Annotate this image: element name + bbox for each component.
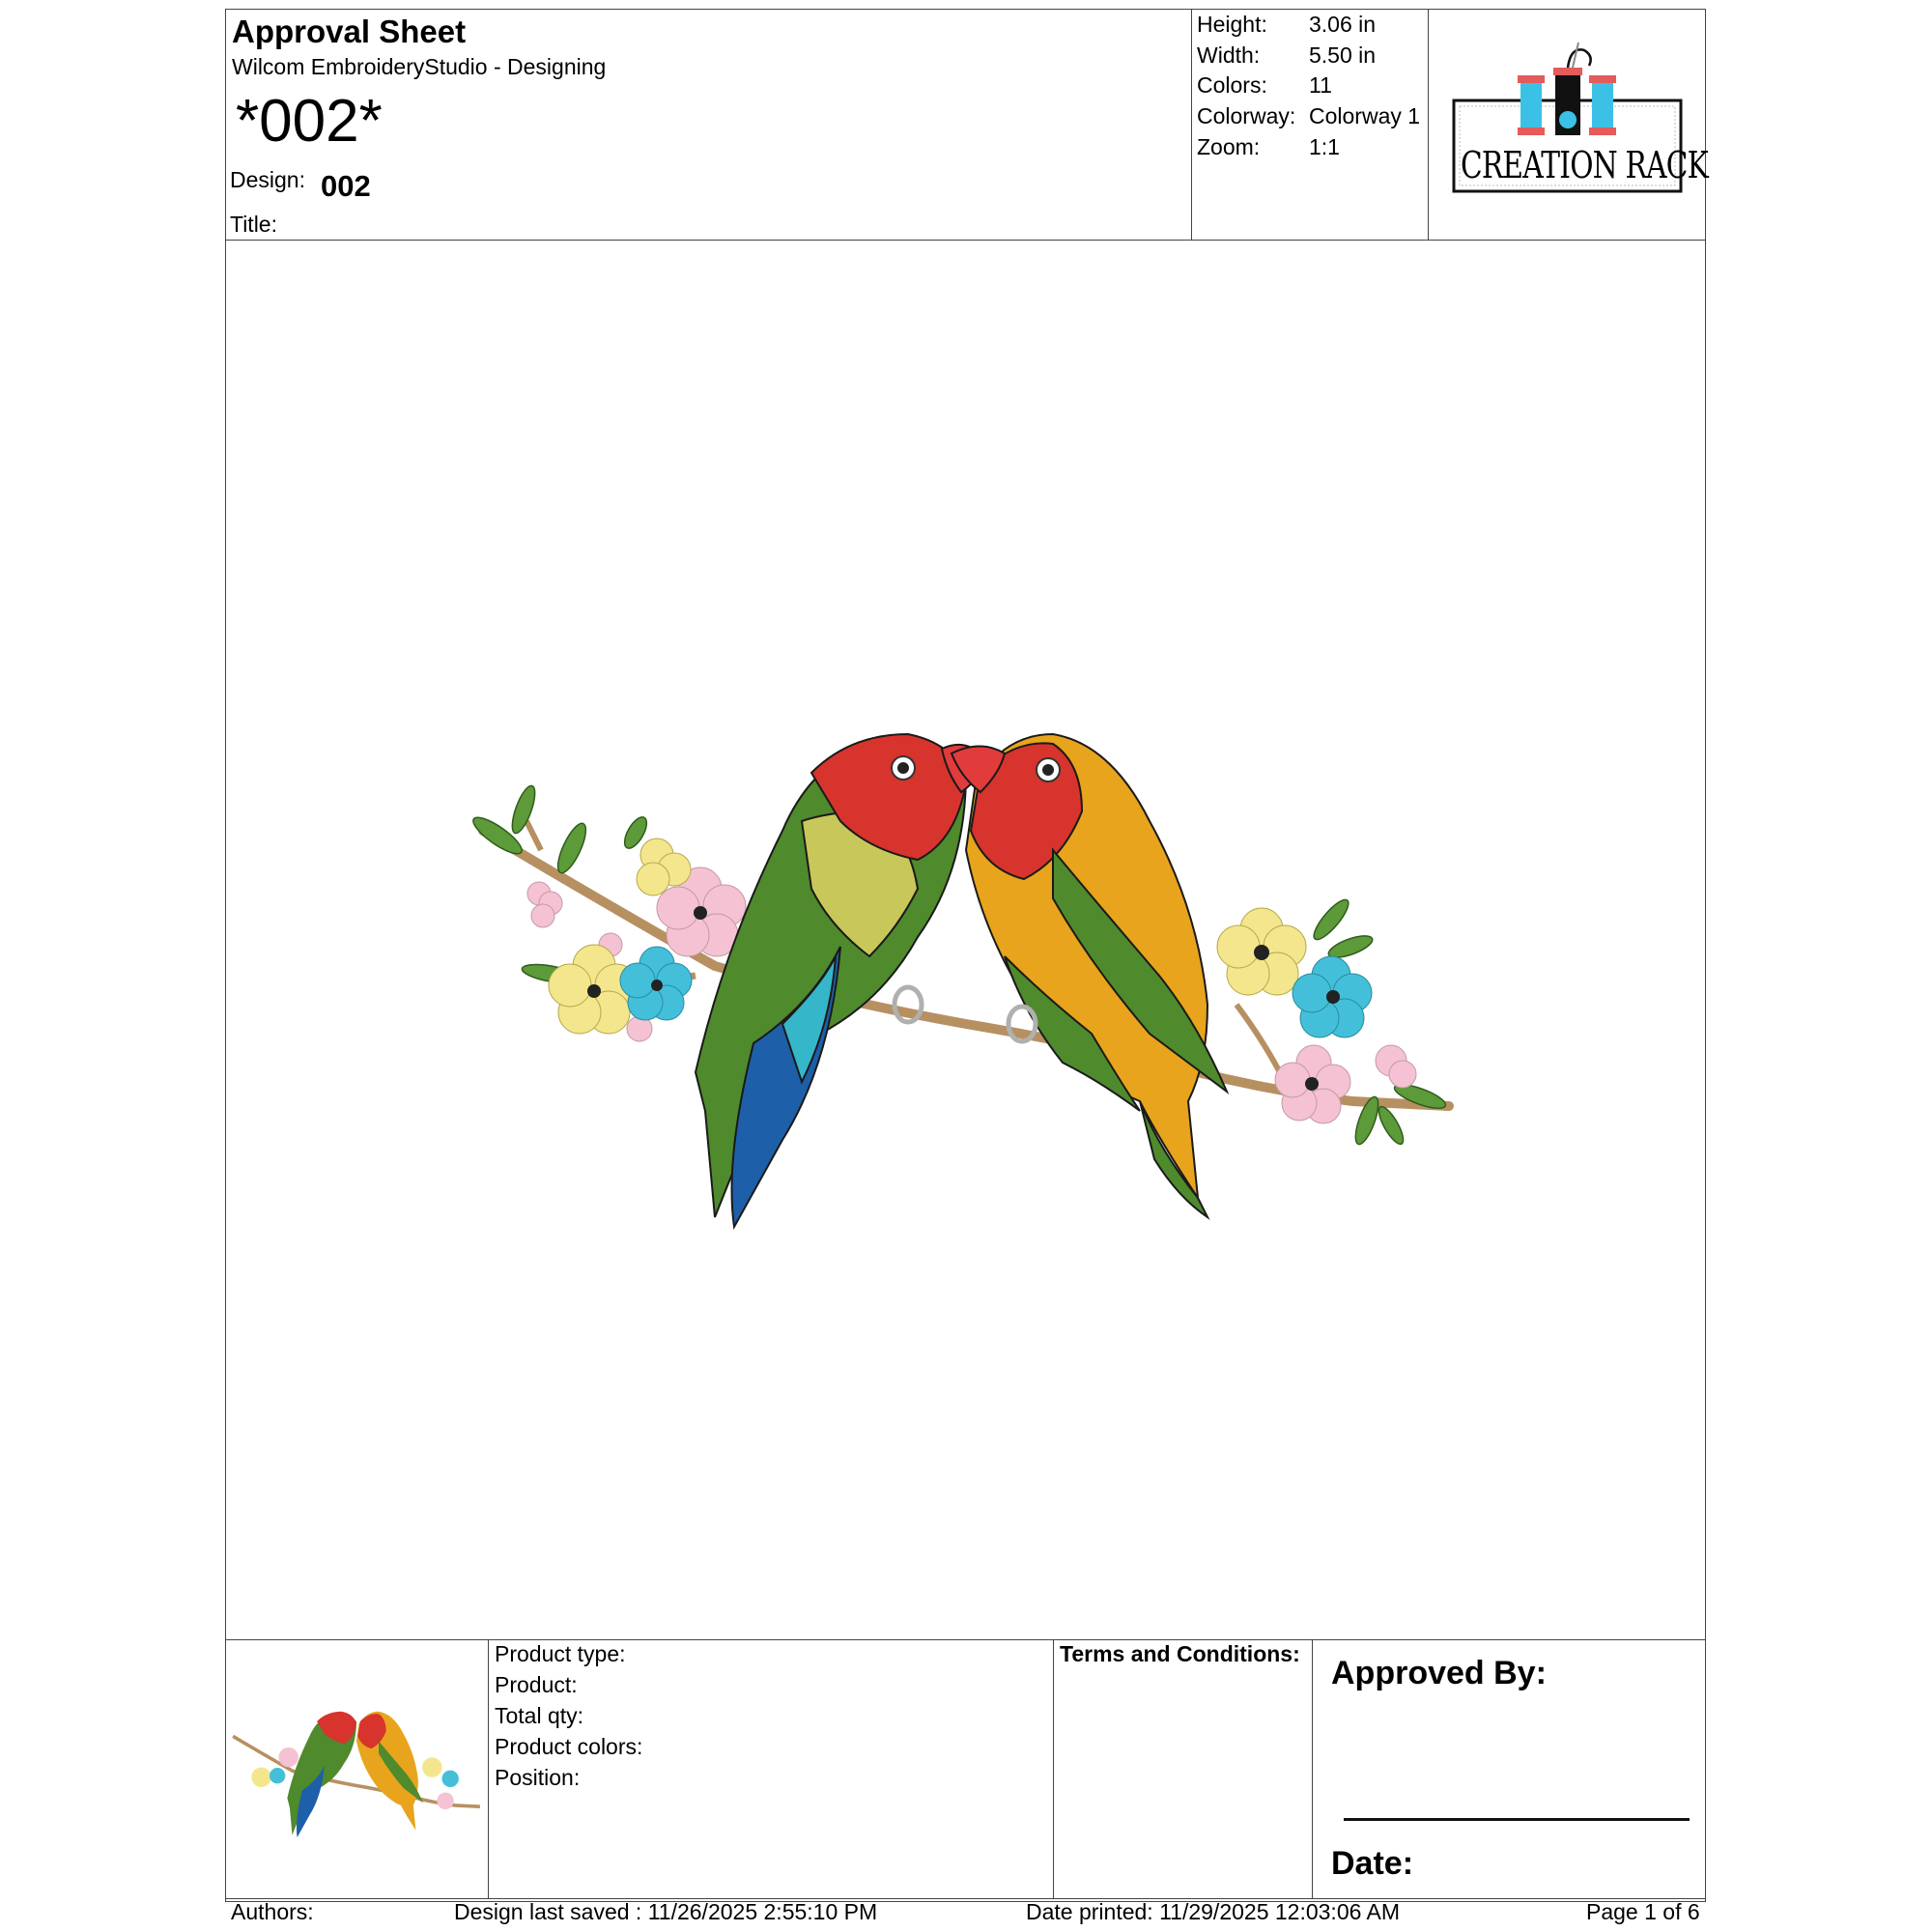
design-thumbnail — [228, 1689, 485, 1843]
zoom-label: Zoom: — [1197, 134, 1261, 159]
footer-divider-terms — [1312, 1639, 1313, 1898]
header-divider-specs — [1191, 9, 1192, 240]
zoom-value: 1:1 — [1309, 134, 1340, 159]
footer-divider-product — [1053, 1639, 1054, 1898]
total-qty-label: Total qty: — [495, 1703, 584, 1728]
creation-rack-logo — [1449, 39, 1708, 203]
footer-divider-thumbnail — [488, 1639, 489, 1898]
height-value: 3.06 in — [1309, 12, 1377, 37]
colorway-value: Colorway 1 — [1309, 103, 1421, 128]
authors-label: Authors: — [231, 1899, 314, 1924]
width-value: 5.50 in — [1309, 43, 1377, 68]
software-name: Wilcom EmbroideryStudio - Designing — [232, 54, 607, 79]
design-last-saved: Design last saved : 11/26/2025 2:55:10 PM — [454, 1899, 878, 1924]
page-number: Page 1 of 6 — [1586, 1899, 1700, 1924]
signature-line — [1344, 1818, 1690, 1821]
terms-label: Terms and Conditions: — [1060, 1641, 1300, 1666]
footer-bottom-rule — [225, 1898, 1706, 1899]
lovebirds-thumbnail-icon — [228, 1689, 485, 1843]
position-label: Position: — [495, 1765, 581, 1790]
design-value: 002 — [321, 169, 371, 203]
product-type-label: Product type: — [495, 1641, 626, 1666]
design-code: *002* — [236, 88, 383, 155]
colors-label: Colors: — [1197, 72, 1267, 98]
product-label: Product: — [495, 1672, 578, 1697]
date-label: Date: — [1331, 1845, 1414, 1882]
header-divider-logo — [1428, 9, 1429, 240]
header-bottom-rule — [225, 240, 1706, 241]
design-preview — [464, 657, 1468, 1236]
product-colors-label: Product colors: — [495, 1734, 643, 1759]
width-label: Width: — [1197, 43, 1261, 68]
date-printed: Date printed: 11/29/2025 12:03:06 AM — [1026, 1899, 1401, 1924]
sheet-title: Approval Sheet — [232, 14, 467, 49]
height-label: Height: — [1197, 12, 1267, 37]
colorway-label: Colorway: — [1197, 103, 1296, 128]
approved-by-label: Approved By: — [1331, 1655, 1547, 1691]
lovebirds-embroidery-icon — [464, 657, 1468, 1236]
logo-text: CREATION RACK — [1461, 144, 1708, 186]
footer-top-rule — [225, 1639, 1706, 1640]
title-label: Title: — [230, 212, 277, 237]
design-label: Design: — [230, 167, 305, 192]
colors-value: 11 — [1309, 72, 1332, 98]
